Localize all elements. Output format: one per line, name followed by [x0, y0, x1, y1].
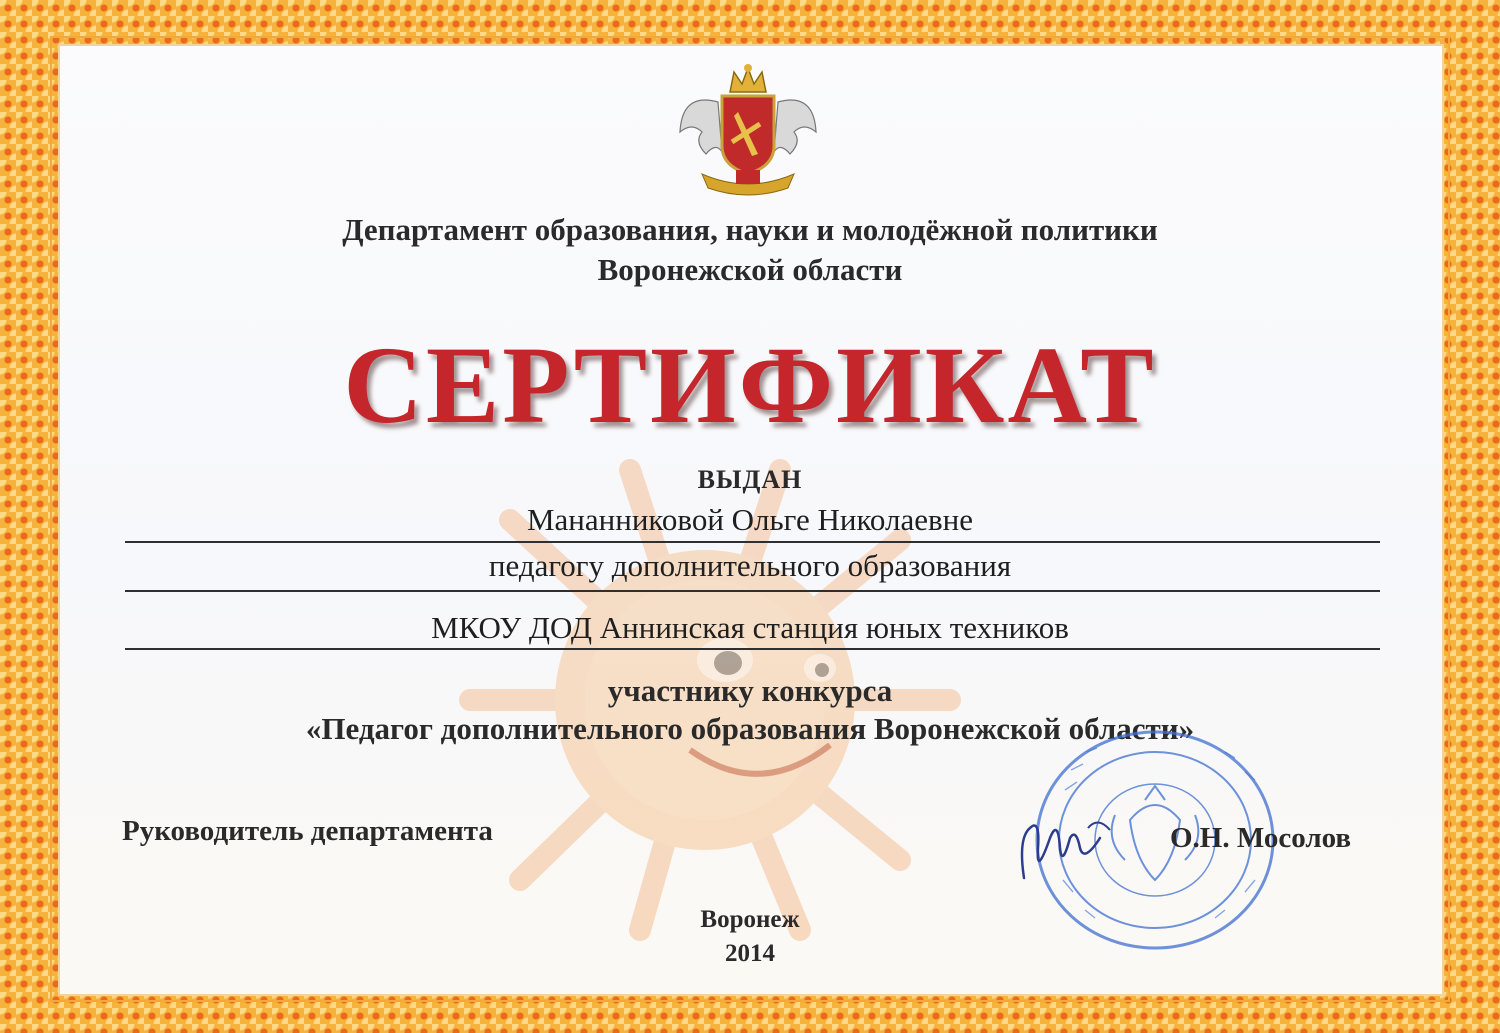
contest-line-2: «Педагог дополнительного образования Воронежской области»: [305, 711, 1195, 746]
signer-name: О.Н. Мосолов: [1170, 822, 1352, 854]
place-year: 2014: [725, 940, 775, 967]
issued-label: ВЫДАН: [697, 465, 803, 494]
place-block: [0, 903, 1500, 971]
coat-of-arms-emblem: [672, 62, 824, 202]
department-heading: [0, 210, 1500, 290]
handwritten-signature: [1010, 808, 1150, 888]
recipient-position: педагогу дополнительного образования: [488, 548, 1012, 583]
recipient-name: Мананниковой Ольге Николаевне: [526, 502, 974, 537]
contest-line-1: участнику конкурса: [607, 673, 893, 708]
place-city: Воронеж: [700, 906, 800, 933]
department-line-2: Воронежской области: [597, 252, 903, 287]
recipient-organization-underline: [125, 648, 1380, 650]
signer-role: Руководитель департамента: [122, 815, 493, 847]
recipient-position-underline: [125, 590, 1380, 592]
certificate-title: СЕРТИФИКАТ: [343, 324, 1157, 446]
recipient-organization: МКОУ ДОД Аннинская станция юных техников: [431, 610, 1069, 645]
department-line-1: Департамент образования, науки и молодёжной политики: [342, 212, 1158, 247]
recipient-name-underline: [125, 541, 1380, 543]
